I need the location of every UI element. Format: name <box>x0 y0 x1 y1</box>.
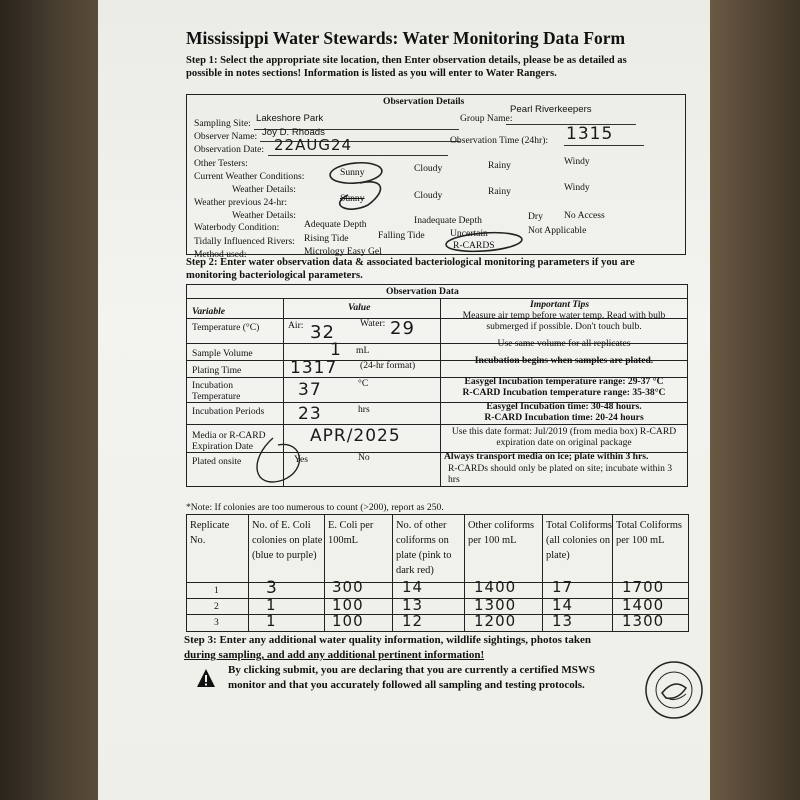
ecoli100-3[interactable]: 100 <box>332 612 364 630</box>
ecoli-2[interactable]: 1 <box>266 596 277 614</box>
step1-line2: possible in notes sections! Information is listed as you will enter to Water Rangers. <box>186 68 557 79</box>
declaration-line2: monitor and that you accurately followed all sampling and testing protocols. <box>228 679 585 691</box>
other100-3[interactable]: 1200 <box>474 612 517 630</box>
observation-date-value[interactable]: 22AUG24 <box>274 136 353 154</box>
plating-time-value[interactable]: 1317 <box>290 358 338 378</box>
var-expiration: Media or R-CARD Expiration Date <box>192 430 266 452</box>
water-temp-value[interactable]: 29 <box>390 318 415 339</box>
tip-incubation-temp-1: Easygel Incubation temperature range: 29-37 °C <box>464 376 664 387</box>
plated-no[interactable]: No <box>358 452 370 463</box>
col-ecoli-100: E. Coli per 100mL <box>328 520 374 546</box>
sampling-site-label: Sampling Site: <box>194 118 251 129</box>
incubation-period-value[interactable]: 23 <box>298 404 322 424</box>
col-total-100: Total Coliforms per 100 mL <box>616 520 682 546</box>
tidal-label: Tidally Influenced Rivers: <box>194 236 295 247</box>
var-incubation-temp: Incubation Temperature <box>192 380 241 402</box>
declaration-line1: By clicking submit, you are declaring that you are currently a certified MSWS <box>228 664 595 676</box>
total100-2[interactable]: 1400 <box>622 596 665 614</box>
group-name-label: Group Name: <box>460 113 513 124</box>
tidal-not-applicable[interactable]: Not Applicable <box>528 225 587 236</box>
total100-3[interactable]: 1300 <box>622 612 665 630</box>
tip-temperature: Measure air temp before water temp. Read with bulb submerged if possible. Don't touch bulb. <box>462 310 666 332</box>
weather-option-sunny[interactable]: Sunny <box>340 167 365 178</box>
prev-weather-option-windy[interactable]: Windy <box>564 182 590 193</box>
var-temperature: Temperature (°C) <box>192 322 260 333</box>
col-value: Value <box>348 302 371 313</box>
ecoli-3[interactable]: 1 <box>266 612 277 630</box>
air-label: Air: <box>288 320 304 331</box>
unit-24hr: (24-hr format) <box>360 360 416 371</box>
expiration-value[interactable]: APR/2025 <box>310 426 401 446</box>
weather-details-label: Weather Details: <box>232 184 296 195</box>
step2-line1: Step 2: Enter water observation data & associated bacteriological monitoring parameters if you are <box>186 257 635 268</box>
step3-line2: during sampling, and add any additional pertinent information! <box>184 649 485 661</box>
prev-sunny-scribble <box>340 182 381 209</box>
observation-data-heading: Observation Data <box>386 286 459 297</box>
prev-weather-option-sunny[interactable]: Sunny <box>340 193 365 204</box>
col-other-colonies: No. of other coliforms on plate (pink to dark red) <box>396 520 452 576</box>
sampling-site-value[interactable]: Lakeshore Park <box>256 113 324 124</box>
var-plating-time: Plating Time <box>192 365 242 376</box>
waterbody-no-access[interactable]: No Access <box>564 210 605 221</box>
tip-sample-volume: Use same volume for all replicates <box>497 338 631 349</box>
group-name-value[interactable]: Pearl Riverkeepers <box>510 104 592 115</box>
other-testers-label: Other Testers: <box>194 158 248 169</box>
weather-option-cloudy[interactable]: Cloudy <box>414 163 443 174</box>
water-label: Water: <box>360 318 386 329</box>
col-other-100: Other coliforms per 100 mL <box>468 520 535 546</box>
sample-volume-value[interactable]: 1 <box>330 340 342 360</box>
unit-celsius: °C <box>358 378 369 389</box>
prev-weather-option-rainy[interactable]: Rainy <box>488 186 511 197</box>
tip-expiration: Use this date format: Jul/2019 (from media box) R-CARD expiration date on original package <box>451 426 677 448</box>
ecoli-1[interactable]: 3 <box>266 578 278 598</box>
colony-note: *Note: If colonies are too numerous to count (>200), report as 250. <box>186 502 444 513</box>
weather-prev-label: Weather previous 24-hr: <box>194 197 287 208</box>
form-paper <box>98 0 710 800</box>
step1-line1: Step 1: Select the appropriate site location, then Enter observation details, please be as detailed as <box>186 55 627 66</box>
ecoli100-2[interactable]: 100 <box>332 596 364 614</box>
waterbody-adequate[interactable]: Adequate Depth <box>304 219 367 230</box>
rep-2: 2 <box>214 601 219 612</box>
observation-details-heading: Observation Details <box>383 96 465 107</box>
warning-icon <box>196 668 216 688</box>
col-replicate: Replicate No. <box>190 520 230 546</box>
waterbody-dry[interactable]: Dry <box>528 211 543 222</box>
rep-3: 3 <box>214 617 219 628</box>
observation-date-label: Observation Date: <box>194 144 265 155</box>
tip-plated-1: Always transport media on ice; plate within 3 hrs. <box>444 451 649 462</box>
total-2[interactable]: 14 <box>552 596 574 614</box>
incubation-temp-value[interactable]: 37 <box>298 380 322 400</box>
observer-value[interactable]: Joy D. Rhoads <box>262 127 325 138</box>
col-ecoli-colonies: No. of E. Coli colonies on plate (blue to purple) <box>252 520 323 561</box>
other-2[interactable]: 13 <box>402 596 424 614</box>
method-easygel[interactable]: Micrology Easy Gel <box>304 246 382 257</box>
waterbody-inadequate[interactable]: Inadequate Depth <box>414 215 482 226</box>
tip-plated-2: R-CARDs should only be plated on site; incubate within 3 hrs <box>448 463 673 485</box>
step2-line2: monitoring bacteriological parameters. <box>186 270 363 281</box>
tip-incubation-temp-2: R-CARD Incubation temperature range: 35-38°C <box>462 387 666 398</box>
observer-label: Observer Name: <box>194 131 258 142</box>
air-temp-value[interactable]: 32 <box>310 322 335 343</box>
other-1[interactable]: 14 <box>402 578 424 596</box>
form-title: Mississippi Water Stewards: Water Monitoring Data Form <box>186 28 626 48</box>
plated-yes[interactable]: Yes <box>294 454 308 465</box>
current-weather-label: Current Weather Conditions: <box>194 171 305 182</box>
unit-hrs: hrs <box>358 404 370 415</box>
col-total: Total Coliforms (all colonies on plate) <box>546 520 612 561</box>
observation-time-label: Observation Time (24hr): <box>450 135 549 146</box>
total-3[interactable]: 13 <box>552 612 574 630</box>
weather-option-windy[interactable]: Windy <box>564 156 590 167</box>
step3-line1: Step 3: Enter any additional water quality information, wildlife sightings, photos taken <box>184 634 591 646</box>
var-incubation-periods: Incubation Periods <box>192 406 265 417</box>
rcards-circle <box>445 230 522 253</box>
method-rcards[interactable]: R-CARDS <box>453 240 495 251</box>
var-plated-onsite: Plated onsite <box>192 456 242 467</box>
total-1[interactable]: 17 <box>552 578 574 596</box>
method-label: Method used: <box>194 249 247 260</box>
tip-incubation-period-1: Easygel Incubation time: 30-48 hours. <box>486 401 642 412</box>
unit-ml: mL <box>356 345 370 356</box>
tidal-rising[interactable]: Rising Tide <box>304 233 349 244</box>
observation-time-value[interactable]: 1315 <box>566 124 614 144</box>
prev-weather-option-cloudy[interactable]: Cloudy <box>414 190 443 201</box>
tip-incubation-period-2: R-CARD Incubation time: 20-24 hours <box>484 412 644 423</box>
other-3[interactable]: 12 <box>402 612 424 630</box>
weather-details-label-2: Weather Details: <box>232 210 296 221</box>
other100-2[interactable]: 1300 <box>474 596 517 614</box>
ecoli100-1[interactable]: 300 <box>332 578 364 596</box>
weather-option-rainy[interactable]: Rainy <box>488 160 511 171</box>
rep-1: 1 <box>214 585 219 596</box>
var-sample-volume: Sample Volume <box>192 348 253 359</box>
tip-plating-time: Incubation begins when samples are plated. <box>474 355 654 366</box>
total100-1[interactable]: 1700 <box>622 578 665 596</box>
other100-1[interactable]: 1400 <box>474 578 517 596</box>
background-right <box>708 0 800 800</box>
background-left <box>0 0 100 800</box>
col-tips: Important Tips <box>530 299 590 310</box>
waterbody-label: Waterbody Condition: <box>194 222 280 233</box>
tidal-falling[interactable]: Falling Tide <box>378 230 425 241</box>
mississippi-water-stewards-seal-icon <box>644 648 704 732</box>
col-variable: Variable <box>192 306 226 317</box>
tidal-uncertain[interactable]: Uncertain <box>450 228 488 239</box>
